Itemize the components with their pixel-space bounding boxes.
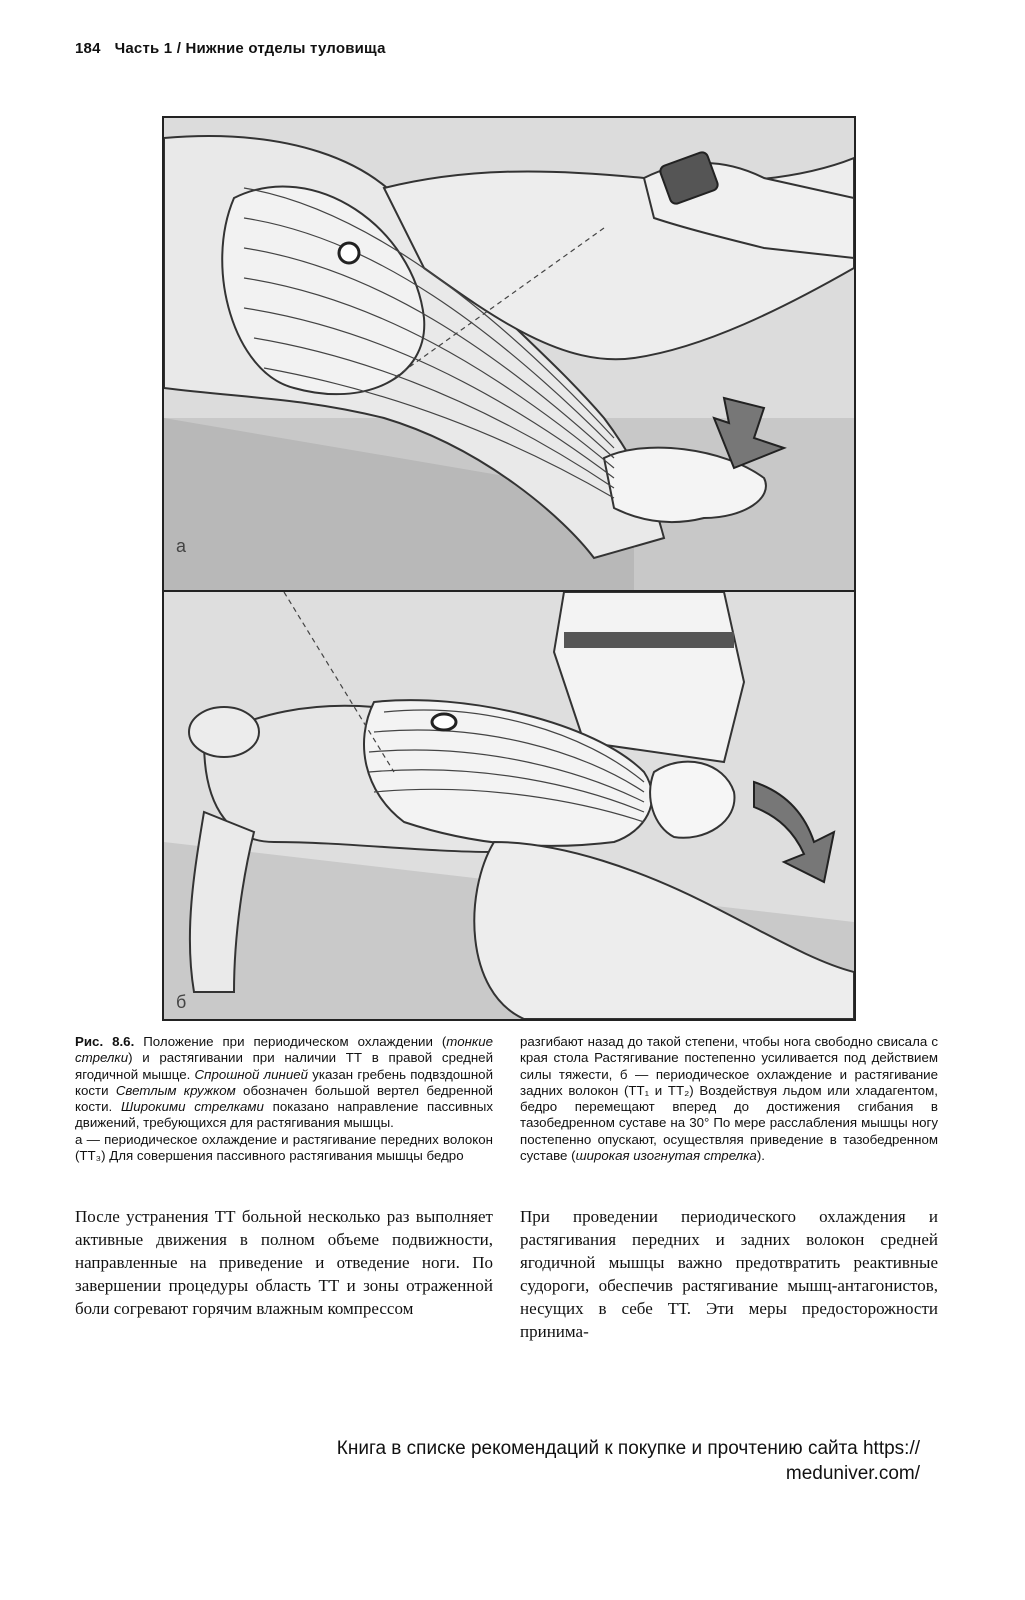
footer-line-2[interactable]: meduniver.com/ [785,1463,920,1484]
caption-italic: Широкими стрелками [120,1099,264,1115]
caption-paragraph [520,1034,938,1164]
figure-panel-a [164,118,854,592]
caption-label: Рис. 8.6. [75,1034,135,1049]
running-header [75,40,386,57]
caption-text: обозначен большой вертел бедренной кости. [75,1082,493,1115]
page-number: 184 [75,40,101,57]
body-column-left: После устранения ТТ больной несколько раз выполняет активные движения в полном объеме подвижности, направленные на приведение и отведение ноги. По завершении процедуры область ТТ и зоны отраженной боли согревают горячим влажным компрессом [75,1207,493,1318]
body-column-right: При проведении периодического охлаждения и растягивания передних и задних волокон средней ягодичной мышцы важно предотвратить реактивные судороги, обеспечив растягивание мышц-антагонистов, несущих в себе ТТ. Эти меры предосторожности принима- [520,1207,938,1341]
caption-text: ) и растягивании при наличии ТТ в правой средней ягодичной мышце. [75,1050,493,1082]
caption-text: ). [756,1148,765,1164]
caption-italic: Спрошной линией [194,1066,309,1082]
footer-line-1: Книга в списке рекомендаций к покупке и прочтению сайта https:// [336,1438,920,1459]
caption-text: указан гребень подвздошной кости [75,1066,493,1098]
figure-panel-b [164,592,854,1019]
caption-part-a: а — периодическое охлаждение и растягивание передних волокон (ТТ₃) Для совершения пассивного растягивания мышцы бедро [75,1131,493,1164]
panel-a-label: а [176,536,187,556]
caption-paragraph [75,1034,493,1132]
footer-note [170,1436,920,1486]
panel-b-label: б [176,992,187,1012]
illustration-posterior-fibers [164,592,854,1019]
caption-text: Положение при периодическом охлаждении ( [134,1034,447,1049]
caption-italic: Светлым кружком [115,1082,236,1098]
running-title: Часть 1 / Нижние отделы туловища [114,40,386,57]
figure-8-6 [162,116,856,1021]
illustration-anterior-fibers [164,118,854,590]
caption-text: разгибают назад до такой степени, чтобы нога свободно свисала с края стола Растягивание постепенно усиливается под действием силы тяжести, б — периодическое охлаждение и растягивание задних волокон (ТТ₁ и ТТ₂) Воздействуя льдом или хладагентом, бедро перемещают вперед до достижения сгибания в тазобедренном суставе на 30° По мере расслабления мышцы ногу постепенно опускают, осуществляя приведение в тазобедренном суставе ( [520,1034,938,1164]
caption-text: показано направление пассивных движений, требующихся для растягивания мышцы. [75,1099,493,1131]
figure-caption-left [75,1034,493,1164]
figure-caption-right [520,1034,938,1164]
caption-italic: тонкие стрелки [75,1034,493,1066]
caption-italic: широкая изогнутая стрелка [575,1148,757,1164]
